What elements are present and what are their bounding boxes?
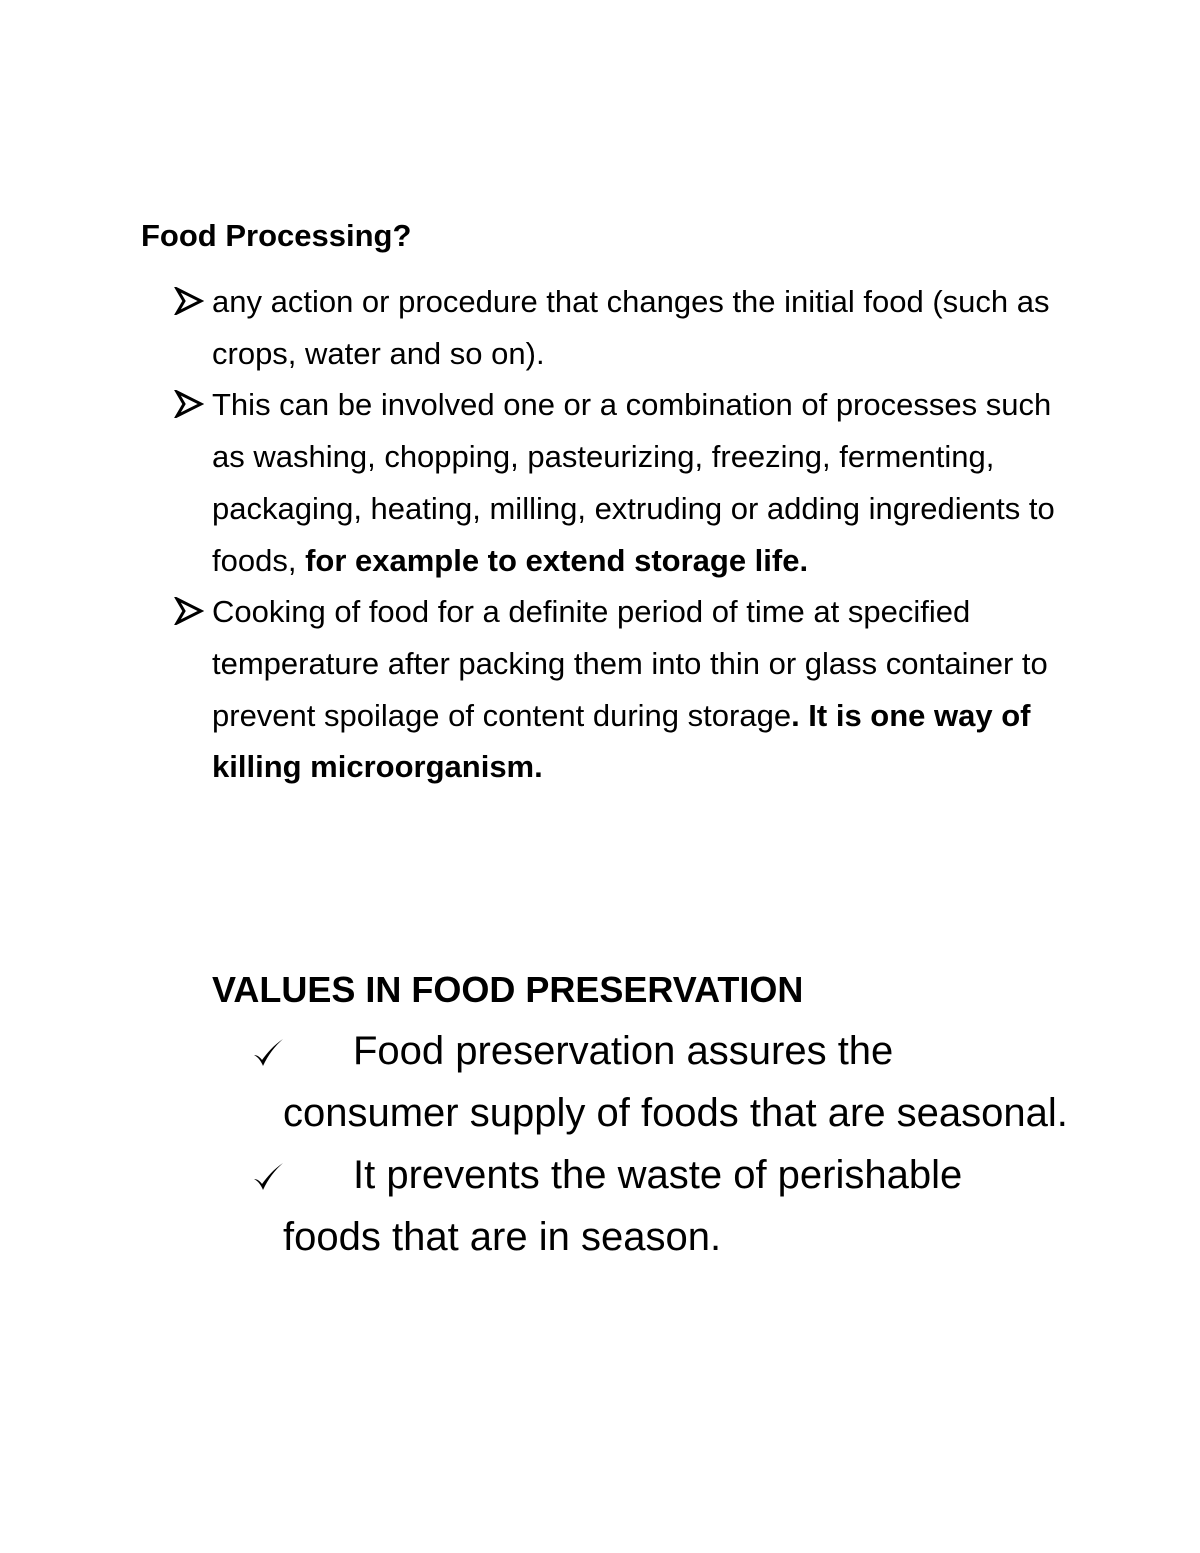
list-item: [250, 1144, 1070, 1268]
bullet-list: [174, 276, 1074, 793]
checkmark-icon: [250, 1152, 286, 1188]
section-heading: Food Processing?: [141, 218, 412, 253]
list-item: [174, 276, 1074, 379]
bullet-bold-text: . It is one way of killing microorganism.: [212, 697, 1031, 785]
value-text: It prevents the waste of perishable foods that are in season.: [283, 1153, 963, 1259]
bullet-text: This can be involved one or a combination of processes such as washing, chopping, pasteurizing, freezing, fermenting, packaging, heating, milling, extruding or adding ingredients to foods,: [212, 387, 1055, 578]
list-item: [174, 379, 1074, 586]
list-item: [174, 586, 1074, 793]
arrowhead-bullet-icon: [174, 390, 206, 420]
arrowhead-bullet-icon: [174, 287, 206, 317]
arrowhead-bullet-icon: [174, 597, 206, 627]
bullet-text: any action or procedure that changes the initial food (such as crops, water and so on).: [212, 284, 1050, 371]
value-text: Food preservation assures the consumer supply of foods that are seasonal.: [283, 1029, 1068, 1135]
bullet-text: Cooking of food for a definite period of time at specified temperature after packing them into thin or glass container to prevent spoilage of content during storage: [212, 594, 1048, 733]
values-heading: VALUES IN FOOD PRESERVATION: [212, 969, 804, 1010]
values-list: [250, 1020, 1070, 1268]
bullet-bold-text: for example to extend storage life.: [305, 542, 809, 578]
list-item: [250, 1020, 1070, 1144]
checkmark-icon: [250, 1028, 286, 1064]
